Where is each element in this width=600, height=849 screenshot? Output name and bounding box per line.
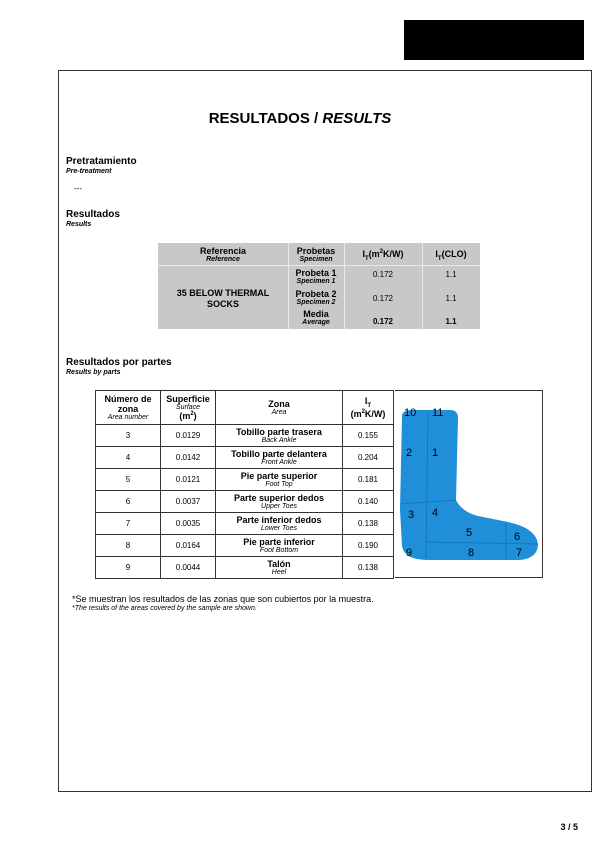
- row-it: 0.140: [343, 491, 394, 513]
- col-clo-header: $I_T(CLO)$: [435, 249, 467, 262]
- table-row: [96, 469, 394, 491]
- parts-table: [95, 390, 394, 579]
- header-zone: Zona Area: [216, 391, 343, 425]
- zone-label: 9: [406, 547, 413, 559]
- zone-label: 3: [408, 509, 415, 521]
- row-area-number: 9: [96, 557, 161, 579]
- row-it: 0.138: [343, 513, 394, 535]
- row-area-number: 6: [96, 491, 161, 513]
- sock-zone-diagram: [398, 400, 540, 566]
- zone-label: 1: [432, 447, 439, 459]
- row-it: 0.190: [343, 535, 394, 557]
- row-surface: 0.0142: [161, 447, 216, 469]
- row-area-number: 5: [96, 469, 161, 491]
- average-sub: Average: [302, 319, 330, 326]
- pretreatment-heading: Pretratamiento: [66, 156, 137, 167]
- specimen-2-clo: 1.1: [445, 294, 457, 303]
- row-zone: Tobillo parte trasera Back Ankle: [216, 425, 343, 447]
- pretreatment-subheading: Pre-treatment: [66, 168, 112, 175]
- row-zone: Talón Heel: [216, 557, 343, 579]
- reference-name-line2: SOCKS: [206, 299, 239, 309]
- header-it: $I_T$ $(m^2K/W)$: [343, 391, 394, 425]
- col-specimen-sub: Specimen: [299, 256, 333, 263]
- zone-label: 11: [432, 407, 444, 419]
- col-specimen-header: Probetas: [296, 246, 336, 256]
- specimen-2-label: Probeta 2: [295, 289, 337, 299]
- row-surface: 0.0044: [161, 557, 216, 579]
- parts-heading: Resultados por partes: [66, 357, 172, 368]
- zone-label: 8: [468, 547, 475, 559]
- zone-label: 7: [516, 547, 523, 559]
- results-table: [158, 243, 480, 329]
- specimen-1-clo: 1.1: [445, 270, 457, 279]
- row-zone: Pie parte inferior Foot Bottom: [216, 535, 343, 557]
- specimen-2-sub: Specimen 2: [296, 299, 336, 306]
- specimen-1-sub: Specimen 1: [296, 278, 336, 285]
- specimen-1-label: Probeta 1: [295, 268, 337, 278]
- average-clo: 1.1: [445, 317, 457, 326]
- table-row: [96, 447, 394, 469]
- row-it: 0.181: [343, 469, 394, 491]
- table-row: [96, 491, 394, 513]
- row-zone: Pie parte superior Foot Top: [216, 469, 343, 491]
- results-heading: Resultados: [66, 209, 120, 220]
- row-zone: Parte superior dedos Upper Toes: [216, 491, 343, 513]
- col-reference-sub: Reference: [206, 256, 240, 263]
- page-title: RESULTADOS / RESULTS: [208, 110, 392, 127]
- average-it: 0.172: [372, 317, 394, 326]
- results-subheading: Results: [66, 221, 92, 228]
- col-it-header: $I_T(m^2K/W)$: [362, 249, 404, 262]
- footnote-en: *The results of the areas covered by the sample are shown.: [72, 605, 257, 612]
- row-zone: Parte inferior dedos Lower Toes: [216, 513, 343, 535]
- row-area-number: 4: [96, 447, 161, 469]
- pretreatment-value: ---: [74, 184, 82, 193]
- row-surface: 0.0121: [161, 469, 216, 491]
- zone-label: 6: [514, 531, 521, 543]
- row-area-number: 3: [96, 425, 161, 447]
- col-reference-header: Referencia: [199, 246, 247, 256]
- redacted-block: [404, 20, 584, 60]
- average-label: Media: [303, 309, 329, 319]
- table-row: [96, 513, 394, 535]
- row-surface: 0.0037: [161, 491, 216, 513]
- zone-label: 2: [406, 447, 413, 459]
- row-it: 0.204: [343, 447, 394, 469]
- row-zone: Tobillo parte delantera Front Ankle: [216, 447, 343, 469]
- row-surface: 0.0035: [161, 513, 216, 535]
- header-area-number: Número de zona Area number: [96, 391, 161, 425]
- reference-name-line1: 35 BELOW THERMAL: [176, 288, 270, 298]
- row-surface: 0.0129: [161, 425, 216, 447]
- header-surface: Superficie Surface $(m^2)$: [161, 391, 216, 425]
- table-row: [96, 535, 394, 557]
- zone-label: 4: [432, 507, 439, 519]
- page-number: 3 / 5: [560, 822, 578, 832]
- row-it: 0.155: [343, 425, 394, 447]
- specimen-2-it: 0.172: [372, 294, 394, 303]
- table-row: [96, 425, 394, 447]
- specimen-1-it: 0.172: [372, 270, 394, 279]
- footnote-es: *Se muestran los resultados de las zonas que son cubiertos por la muestra.: [72, 594, 374, 604]
- row-surface: 0.0164: [161, 535, 216, 557]
- table-row: [96, 557, 394, 579]
- zone-label: 5: [466, 527, 473, 539]
- parts-subheading: Results by parts: [66, 369, 121, 376]
- row-area-number: 8: [96, 535, 161, 557]
- row-it: 0.138: [343, 557, 394, 579]
- row-area-number: 7: [96, 513, 161, 535]
- zone-label: 10: [404, 407, 417, 419]
